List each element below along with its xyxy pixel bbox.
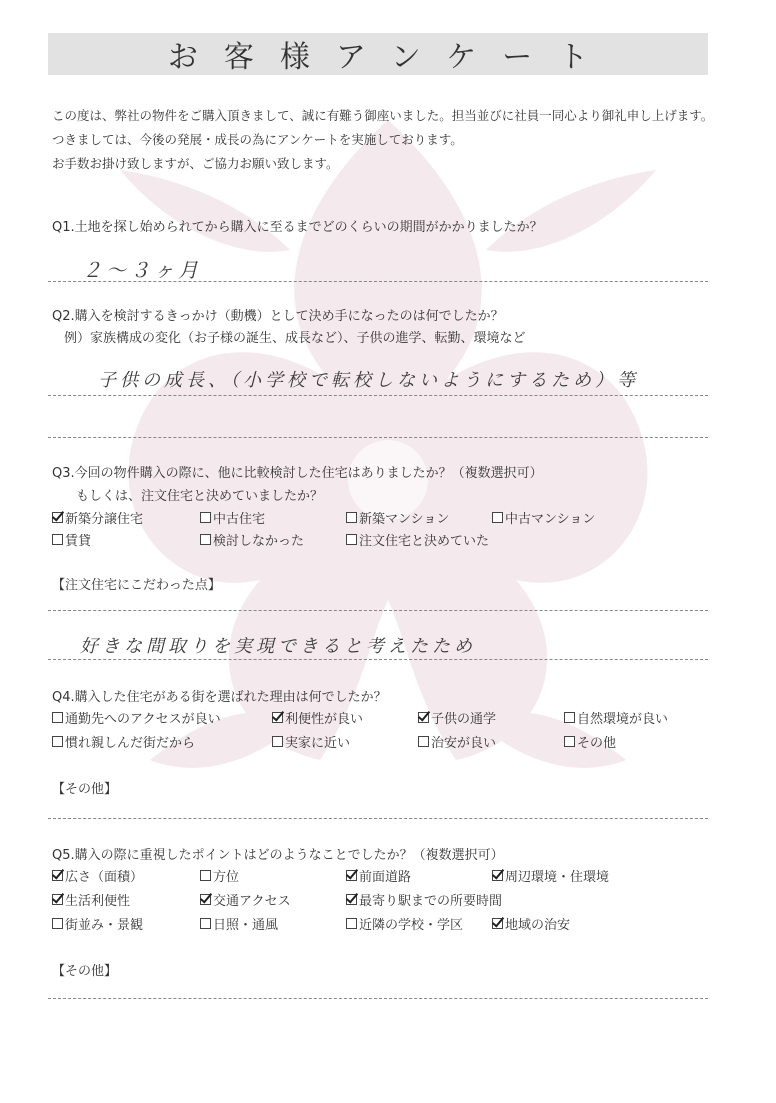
q3-answer: 好きな間取りを実現できると考えたため xyxy=(80,636,476,657)
checkbox[interactable] xyxy=(52,712,63,723)
option-label: 中古住宅 xyxy=(213,512,266,527)
q5-option-townscape[interactable] xyxy=(52,914,143,933)
option-label: 交通アクセス xyxy=(213,894,291,909)
option-label: 利便性が良い xyxy=(285,712,364,727)
q3-answer-line-2 xyxy=(48,659,708,660)
option-label: 検討しなかった xyxy=(213,534,305,549)
intro-text xyxy=(52,104,713,176)
checkbox-checked[interactable] xyxy=(52,894,63,905)
q2-answer: 子供の成長、（小学校で転校しないようにするため）等 xyxy=(98,370,639,391)
checkbox[interactable] xyxy=(52,918,63,929)
checkbox[interactable] xyxy=(200,534,211,545)
q5-option-living-convenience[interactable] xyxy=(52,890,130,909)
checkbox[interactable] xyxy=(564,712,575,723)
q2-example: 例）家族構成の変化（お子様の誕生、成長など）、子供の進学、転勤、環境など xyxy=(64,331,526,346)
checkbox-checked[interactable] xyxy=(200,894,211,905)
option-label: 通勤先へのアクセスが良い xyxy=(65,712,221,727)
option-label: 自然環境が良い xyxy=(577,712,669,727)
q2-question: Q2.購入を検討するきっかけ（動機）として決め手になったのは何でしたか？ xyxy=(52,309,504,324)
checkbox-checked[interactable] xyxy=(52,512,63,523)
checkbox[interactable] xyxy=(52,736,63,747)
option-label: 新築マンション xyxy=(359,512,450,527)
checkbox[interactable] xyxy=(346,512,357,523)
q3-option-used-condo[interactable] xyxy=(492,508,595,527)
option-label: 注文住宅と決めていた xyxy=(359,534,490,549)
option-label: 最寄り駅までの所要時間 xyxy=(359,894,503,909)
intro-line: つきましては、今後の発展・成長の為にアンケートを実施しております。 xyxy=(52,132,463,147)
option-label: 治安が良い xyxy=(431,736,497,751)
option-label: 地域の治安 xyxy=(505,918,571,933)
q4-option-school[interactable] xyxy=(418,708,496,727)
checkbox[interactable] xyxy=(200,870,211,881)
option-label: 前面道路 xyxy=(359,870,412,885)
checkbox[interactable] xyxy=(346,918,357,929)
q4-option-convenience[interactable] xyxy=(272,708,363,727)
q5-other-line xyxy=(48,998,708,999)
q4-question: Q4.購入した住宅がある街を選ばれた理由は何でしたか？ xyxy=(52,690,387,705)
checkbox-checked[interactable] xyxy=(346,894,357,905)
option-label: 近隣の学校・学区 xyxy=(359,918,464,933)
option-label: 街並み・景観 xyxy=(65,918,144,933)
q5-option-sunlight[interactable] xyxy=(200,914,278,933)
q5-question: Q5.購入の際に重視したポイントはどのようなことでしたか？（複数選択可） xyxy=(52,848,504,863)
q4-other-line xyxy=(48,818,708,819)
q3-option-not-considered[interactable] xyxy=(200,530,304,549)
q5-other-label: 【その他】 xyxy=(52,964,118,979)
q3-option-used-house[interactable] xyxy=(200,508,265,527)
option-label: 賃貸 xyxy=(65,534,92,549)
checkbox-checked[interactable] xyxy=(418,712,429,723)
q3-question: Q3.今回の物件購入の際に、他に比較検討した住宅はありましたか？（複数選択可） xyxy=(52,466,543,481)
option-label: 広さ（面積） xyxy=(65,870,144,885)
q2-answer-line-1 xyxy=(48,395,708,396)
intro-line: この度は、弊社の物件をご購入頂きまして、誠に有難う御座いました。担当並びに社員一同心より御礼申し上げます。 xyxy=(52,108,714,123)
q5-option-local-safety[interactable] xyxy=(492,914,570,933)
q3-option-custom-house[interactable] xyxy=(346,530,489,549)
option-label: 新築分譲住宅 xyxy=(65,512,144,527)
q3-question-2: もしくは、注文住宅と決めていましたか？ xyxy=(76,489,324,504)
q3-answer-line-1 xyxy=(48,610,708,611)
option-label: 周辺環境・住環境 xyxy=(505,870,610,885)
q4-option-safety[interactable] xyxy=(418,732,496,751)
q1-question: Q1.土地を探し始められてから購入に至るまでどのくらいの期間がかかりましたか？ xyxy=(52,220,543,235)
q4-option-familiar[interactable] xyxy=(52,732,195,751)
checkbox[interactable] xyxy=(272,736,283,747)
option-label: 生活利便性 xyxy=(65,894,131,909)
q5-option-station-time[interactable] xyxy=(346,890,502,909)
page-title: お客様アンケート xyxy=(167,40,615,75)
q5-option-direction[interactable] xyxy=(200,866,239,885)
checkbox[interactable] xyxy=(346,534,357,545)
intro-line: お手数お掛け致しますが、ご協力お願い致します。 xyxy=(52,156,339,171)
q4-option-near-family[interactable] xyxy=(272,732,350,751)
checkbox[interactable] xyxy=(52,534,63,545)
option-label: 慣れ親しんだ街だから xyxy=(65,736,196,751)
checkbox[interactable] xyxy=(418,736,429,747)
q4-other-label: 【その他】 xyxy=(52,782,118,797)
checkbox-checked[interactable] xyxy=(52,870,63,881)
checkbox-checked[interactable] xyxy=(492,870,503,881)
option-label: 子供の通学 xyxy=(431,712,497,727)
q5-option-front-road[interactable] xyxy=(346,866,411,885)
q1-answer: ２～３ヶ月 xyxy=(82,258,202,282)
checkbox-checked[interactable] xyxy=(346,870,357,881)
q3-option-new-condo[interactable] xyxy=(346,508,449,527)
title-bar xyxy=(48,33,708,75)
checkbox[interactable] xyxy=(200,512,211,523)
checkbox[interactable] xyxy=(564,736,575,747)
option-label: 実家に近い xyxy=(285,736,351,751)
q5-option-area[interactable] xyxy=(52,866,143,885)
q4-option-other[interactable] xyxy=(564,732,616,751)
q5-option-school-district[interactable] xyxy=(346,914,463,933)
option-label: 日照・通風 xyxy=(213,918,279,933)
q1-answer-line xyxy=(48,281,708,282)
checkbox-checked[interactable] xyxy=(492,918,503,929)
q3-option-new-house[interactable] xyxy=(52,508,143,527)
checkbox[interactable] xyxy=(200,918,211,929)
q3-option-rental[interactable] xyxy=(52,530,91,549)
q2-answer-line-2 xyxy=(48,437,708,438)
checkbox-checked[interactable] xyxy=(272,712,283,723)
option-label: 中古マンション xyxy=(505,512,596,527)
option-label: 方位 xyxy=(213,870,240,885)
checkbox[interactable] xyxy=(492,512,503,523)
q3-sub-label: 【注文住宅にこだわった点】 xyxy=(52,578,221,593)
q4-option-commute[interactable] xyxy=(52,708,221,727)
q4-option-nature[interactable] xyxy=(564,708,668,727)
q5-option-surroundings[interactable] xyxy=(492,866,609,885)
q5-option-transport[interactable] xyxy=(200,890,291,909)
option-label: その他 xyxy=(577,736,617,751)
